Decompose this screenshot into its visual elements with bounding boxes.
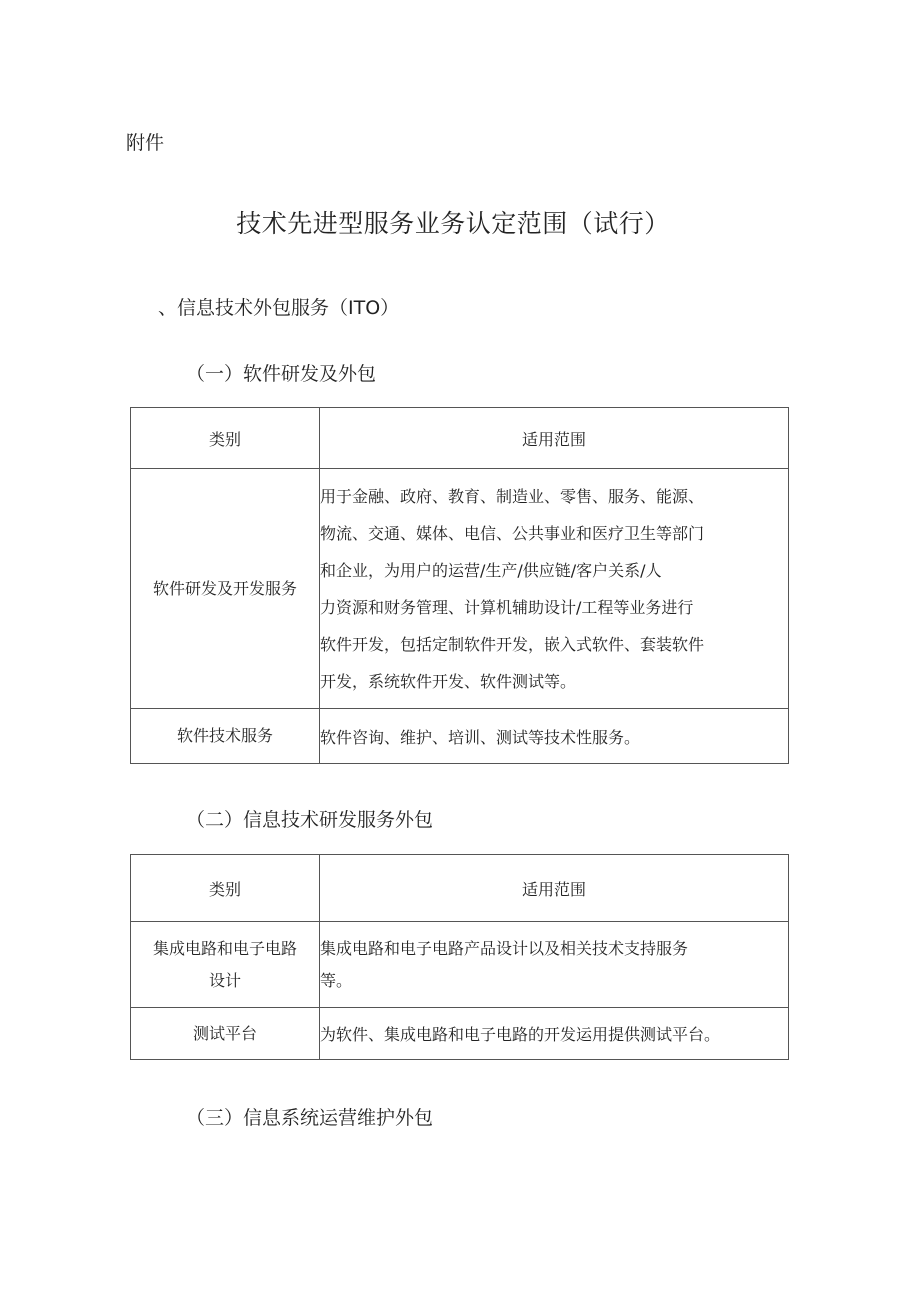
scope-line: 软件开发，包括定制软件开发，嵌入式软件、套装软件 xyxy=(320,634,705,654)
category-text: 软件研发及开发服务 xyxy=(152,578,297,598)
scope-cell xyxy=(320,709,789,764)
attachment-label: 附件 xyxy=(126,132,165,154)
scope-cell xyxy=(320,469,789,709)
scope-cell xyxy=(320,1008,789,1060)
header-scope: 适用范围 xyxy=(320,408,789,469)
subsection-heading-it-rnd: （二）信息技术研发服务外包 xyxy=(186,809,434,831)
scope-line: 软件咨询、维护、培训、测试等技术性服务。 xyxy=(320,727,641,747)
scope-cell xyxy=(320,922,789,1008)
table-header-row xyxy=(131,408,789,469)
scope-line: 集成电路和电子电路产品设计以及相关技术支持服务 xyxy=(320,938,689,958)
category-text: 软件技术服务 xyxy=(176,726,273,745)
category-cell xyxy=(131,469,320,709)
subsection-heading-software: （一）软件研发及外包 xyxy=(186,363,377,385)
header-category: 类别 xyxy=(131,855,320,922)
scope-line: 力资源和财务管理、计算机辅助设计/工程等业务进行 xyxy=(320,597,694,617)
subsection-heading-ops: （三）信息系统运营维护外包 xyxy=(186,1107,434,1129)
header-category: 类别 xyxy=(131,408,320,469)
scope-line: 开发，系统软件开发、软件测试等。 xyxy=(320,671,577,691)
scope-line: 为软件、集成电路和电子电路的开发运用提供测试平台。 xyxy=(320,1025,721,1044)
table-row xyxy=(131,1008,789,1060)
table-row xyxy=(131,709,789,764)
category-text: 设计 xyxy=(208,970,241,990)
category-cell xyxy=(131,1008,320,1060)
software-scope-table xyxy=(130,407,789,764)
section-heading-ito: 、信息技术外包服务（ITO） xyxy=(158,297,400,319)
category-cell xyxy=(131,922,320,1008)
scope-line: 等。 xyxy=(320,970,353,990)
category-cell xyxy=(131,709,320,764)
table-row xyxy=(131,922,789,1008)
header-scope: 适用范围 xyxy=(320,855,789,922)
document-title: 技术先进型服务业务认定范围（试行） xyxy=(236,209,670,238)
scope-line: 用于金融、政府、教育、制造业、零售、服务、能源、 xyxy=(320,486,705,506)
category-text: 测试平台 xyxy=(192,1023,257,1043)
scope-line: 和企业，为用户的运营/生产/供应链/客户关系/人 xyxy=(320,560,662,580)
it-rnd-scope-table xyxy=(130,854,789,1060)
table-header-row xyxy=(131,855,789,922)
table-row xyxy=(131,469,789,709)
category-text: 集成电路和电子电路 xyxy=(152,938,297,958)
scope-line: 物流、交通、媒体、电信、公共事业和医疗卫生等部门 xyxy=(320,523,705,543)
